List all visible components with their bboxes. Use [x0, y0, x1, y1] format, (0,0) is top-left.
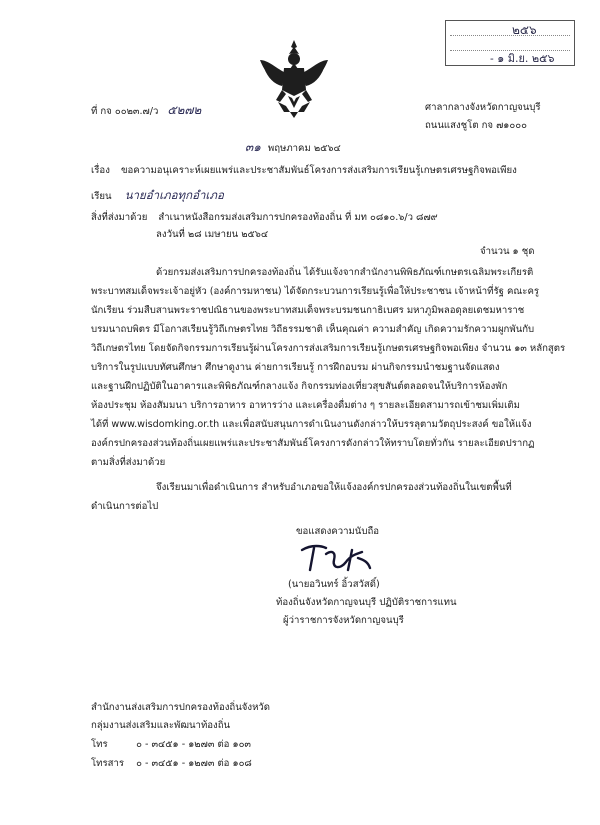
body-line: นักเรียน ร่วมสืบสานพระราชปณิธานของพระบาทสมเด็จพระบรมชนกาธิเบศร มหาภูมิพลอดุลยเดชมหาราช: [91, 305, 525, 316]
stamp-date: - ๑ มิ.ย. ๒๕๖: [490, 52, 555, 65]
handwritten-signature-icon: [296, 540, 374, 576]
enclosure-quantity: จำนวน ๑ ชุด: [480, 246, 535, 257]
office-address-line-1: ศาลากลางจังหวัดกาญจนบุรี: [425, 102, 541, 113]
body-line: วิถีเกษตรไทย โดยจัดกิจกรรมการเรียนรู้ผ่านโครงการส่งเสริมการเรียนรู้เกษตรเศรษฐกิจพอเพียง จำนวน ๑๓ หลักสูตร: [91, 343, 566, 354]
doc-number-text: ที่ กจ ๐๐๒๓.๗/ว: [91, 106, 159, 117]
garuda-emblem-icon: [258, 38, 330, 120]
body-line: ด้วยกรมส่งเสริมการปกครองท้องถิ่น ได้รับแจ้งจากสำนักงานพิพิธภัณฑ์เกษตรเฉลิมพระเกียรติ: [156, 267, 534, 278]
stamp-divider: [450, 35, 570, 36]
salutation-label: เรียน: [91, 191, 112, 202]
phone-label: โทร: [91, 739, 108, 750]
date-day-handwritten: ๓๑: [245, 140, 261, 154]
signer-name: (นายอวินทร์ อิ้วสวัสดิ์): [288, 579, 380, 590]
office-address-line-2: ถนนแสงชูโต กจ ๗๑๐๐๐: [425, 120, 527, 131]
enclosure-label: สิ่งที่ส่งมาด้วย: [91, 212, 148, 223]
body-line: บริการในรูปแบบทัศนศึกษา ศึกษาดูงาน ค่ายการเรียนรู้ การฝึกอบรม ผ่านกิจกรรมนำชมฐานจัดแสดง: [91, 362, 500, 373]
regards-text: ขอแสดงความนับถือ: [296, 526, 380, 537]
doc-number-handwritten: ๕๒๗๒: [167, 103, 202, 117]
body-line: ได้ที่ www.wisdomking.or.th และเพื่อสนับสนุนการดำเนินงานดังกล่าวให้บรรลุตามวัตถุประสงค์ ขอให้แจ้ง: [91, 419, 532, 430]
body-line: ห้องประชุม ห้องสัมมนา บริการอาหาร อาหารว่าง และเครื่องดื่มต่าง ๆ รายละเอียดสามารถเข้าชมเพิ่มเติม: [91, 400, 520, 411]
phone-number: ๐ - ๓๔๕๑ - ๑๒๗๓ ต่อ ๑๐๓: [136, 739, 251, 750]
footer-office: สำนักงานส่งเสริมการปกครองท้องถิ่นจังหวัด: [91, 702, 271, 713]
body-line: ตามสิ่งที่ส่งมาด้วย: [91, 457, 166, 468]
stamp-number: ๒๕๖: [512, 23, 537, 37]
salutation-line: [91, 187, 224, 205]
date-month-year: พฤษภาคม ๒๕๖๔: [267, 143, 341, 154]
recipient-handwritten: นายอำเภอทุกอำเภอ: [124, 188, 224, 202]
fax-number: ๐ - ๓๔๕๑ - ๑๒๗๓ ต่อ ๑๐๘: [136, 758, 252, 769]
body-line: องค์กรปกครองส่วนท้องถิ่นเผยแพร่และประชาสัมพันธ์โครงการดังกล่าวให้ทราบโดยทั่วกัน รายละเอียดปรากฏ: [91, 438, 535, 449]
enclosure-line-1: [91, 210, 438, 225]
doc-number: [91, 101, 201, 120]
signer-position-line-2: ผู้ว่าราชการจังหวัดกาญจนบุรี: [283, 615, 404, 626]
closing-line-1: จึงเรียนมาเพื่อดำเนินการ สำหรับอำเภอขอให้แจ้งองค์กรปกครองส่วนท้องถิ่นในเขตพื้นที่: [156, 482, 512, 493]
subject-line: [91, 163, 517, 178]
footer-group: กลุ่มงานส่งเสริมและพัฒนาท้องถิ่น: [91, 720, 231, 731]
enclosure-text-2: ลงวันที่ ๒๘ เมษายน ๒๕๖๔: [156, 229, 269, 240]
received-stamp: [445, 20, 575, 66]
enclosure-text-1: สำเนาหนังสือกรมส่งเสริมการปกครองท้องถิ่น ที่ มท ๐๘๑๐.๖/ว ๘๗๙: [158, 212, 438, 223]
body-line: และฐานฝึกปฏิบัติในอาคารและพิพิธภัณฑ์กลางแจ้ง กิจกรรมท่องเที่ยวสุขสันต์ตลอดจนให้บริการห้องพัก: [91, 381, 508, 392]
subject-text: ขอความอนุเคราะห์เผยแพร่และประชาสัมพันธ์โครงการส่งเสริมการเรียนรู้เกษตรเศรษฐกิจพอเพียง: [120, 165, 517, 176]
signer-position-line-1: ท้องถิ่นจังหวัดกาญจนบุรี ปฏิบัติราชการแทน: [276, 597, 457, 608]
subject-label: เรื่อง: [91, 165, 110, 176]
body-line: บรมนาถบพิตร มีโอกาสเรียนรู้วิถีเกษตรไทย วิถีธรรมชาติ เห็นคุณค่า ความสำคัญ เกิดความรักความผูกพันกับ: [91, 324, 535, 335]
closing-line-2: ดำเนินการต่อไป: [91, 501, 159, 512]
document-date: [245, 138, 341, 157]
footer-fax: [91, 756, 252, 771]
fax-label: โทรสาร: [91, 758, 125, 769]
footer-phone: [91, 737, 251, 752]
body-line: พระบาทสมเด็จพระเจ้าอยู่หัว (องค์การมหาชน) ได้จัดกระบวนการเรียนรู้เพื่อให้ประชาชน เจ้าหน้าที่รัฐ คณะครู: [91, 286, 540, 297]
